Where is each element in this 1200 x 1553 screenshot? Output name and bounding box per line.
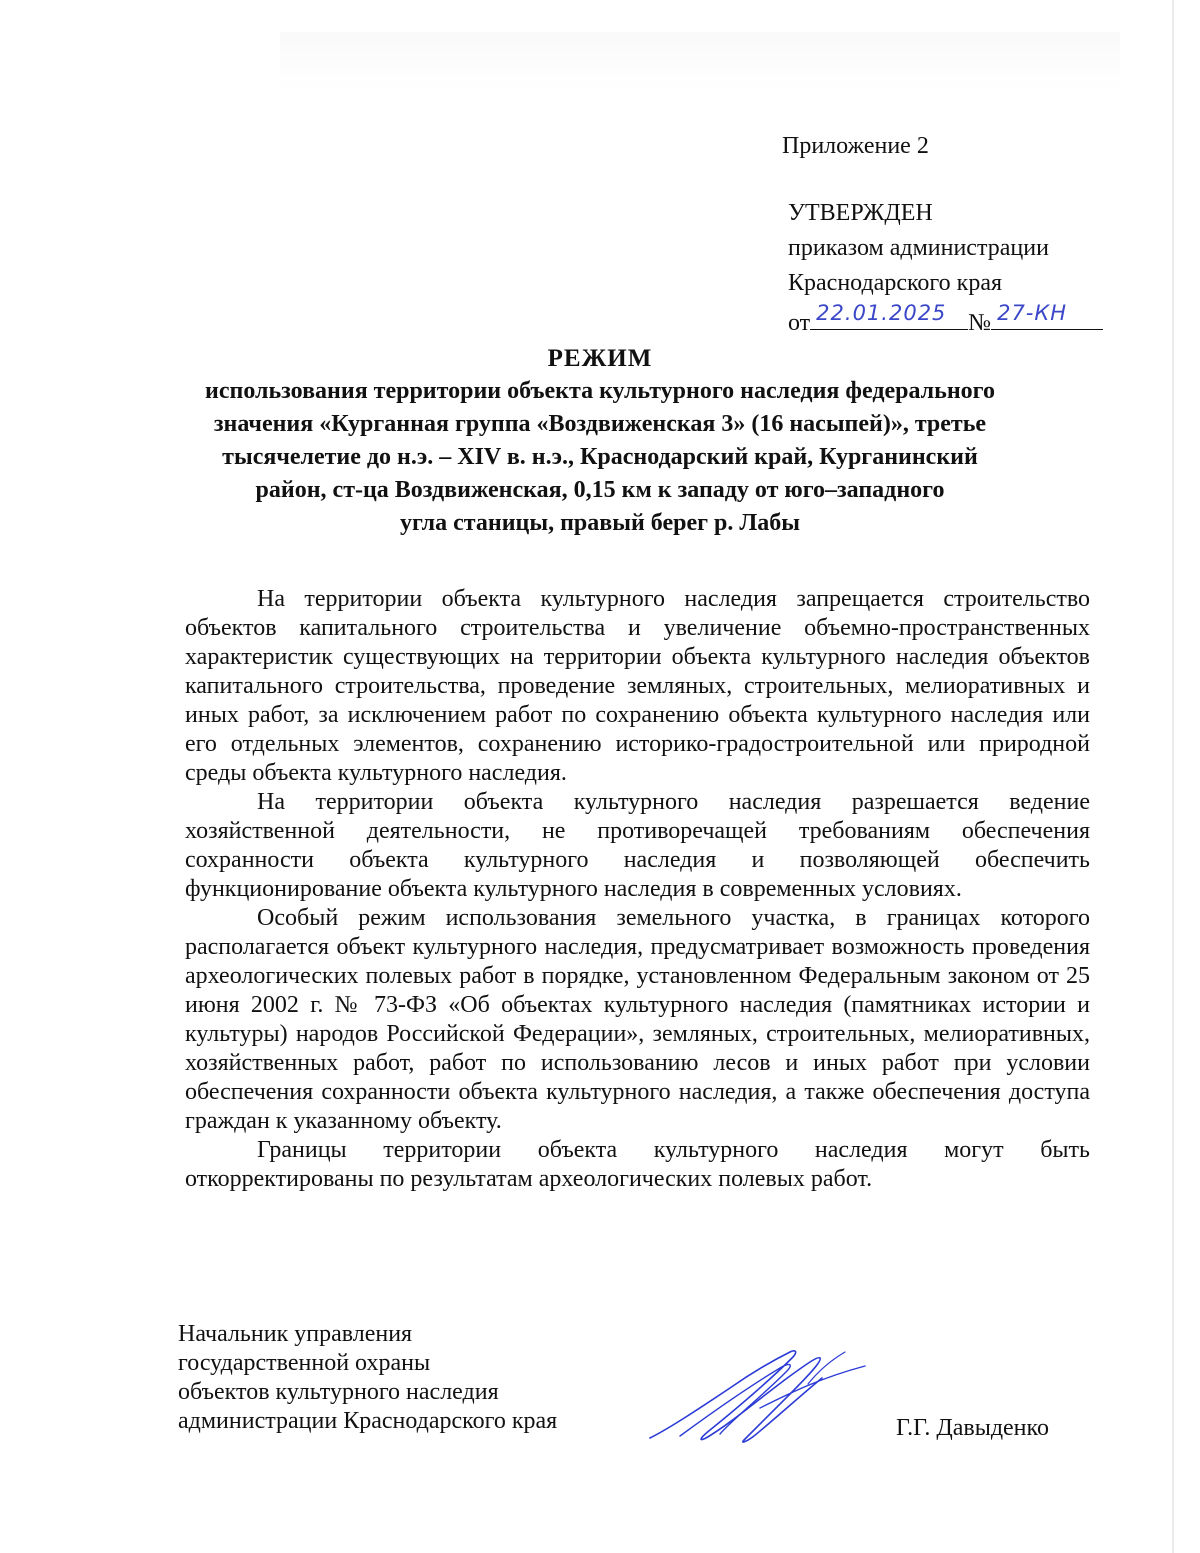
position-line: государственной охраны	[178, 1350, 431, 1376]
body-text	[185, 585, 1090, 1194]
body-paragraph: На территории объекта культурного наследия разрешается ведение хозяйственной деятельности, не противоречащей требованиям обеспечения сохранности объекта культурного наследия и позволяющей обеспечить функционирование объекта культурного наследия в современных условиях.	[185, 789, 1090, 902]
position-line: объектов культурного наследия	[178, 1379, 499, 1405]
title-line: тысячелетие до н.э. – XIV в. н.э., Краснодарский край, Курганинский	[222, 444, 978, 470]
title-line: значения «Курганная группа «Воздвиженская 3» (16 насыпей)», третье	[213, 411, 987, 437]
approval-line: приказом администрации	[788, 235, 1049, 261]
body-paragraph: Особый режим использования земельного участка, в границах которого располагается объект культурного наследия, предусматривает возможность проведения археологических полевых работ в порядке, установленном Федеральным законом от 25 июня 2002 г. № 73-ФЗ «Об объектах культурного наследия (памятниках истории и культуры) народов Российской Федерации», земляных, строительных, мелиоративных, хозяйственных работ, работ по использованию лесов и иных работ при условии обеспечения сохранности объекта культурного наследия, а также обеспечения доступа граждан к указанному объекту.	[185, 905, 1090, 1134]
approval-line: Краснодарского края	[788, 270, 1003, 296]
order-date-number-line	[788, 301, 1103, 341]
signer-name: Г.Г. Давыденко	[896, 1415, 1049, 1441]
scan-shadow	[280, 32, 1120, 92]
position-line: администрации Краснодарского края	[178, 1408, 558, 1434]
title-main: РЕЖИМ	[547, 345, 653, 372]
signatory-position	[178, 1320, 557, 1436]
title-line: использования территории объекта культурного наследия федерального	[205, 378, 995, 404]
date-prefix: от	[788, 310, 811, 336]
handwritten-signature	[640, 1338, 870, 1453]
approval-heading: УТВЕРЖДЕН	[788, 200, 933, 226]
scan-edge	[1172, 0, 1174, 1553]
title-line: угла станицы, правый берег р. Лабы	[399, 510, 800, 536]
number-prefix: №	[968, 310, 992, 336]
annex-label: Приложение 2	[782, 133, 929, 159]
date-field	[810, 301, 968, 330]
document-title	[160, 342, 1040, 540]
body-paragraph: На территории объекта культурного наследия запрещается строительство объектов капитального строительства и увеличение объемно-пространственных характеристик существующих на территории объекта культурного наследия объектов капитального строительства, проведение земляных, строительных, мелиоративных и иных работ, за исключением работ по сохранению объекта культурного наследия или его отдельных элементов, сохранению историко-градостроительной или природной среды объекта культурного наследия.	[185, 586, 1090, 786]
approval-stamp-block	[788, 196, 1103, 341]
position-line: Начальник управления	[178, 1321, 413, 1347]
title-line: район, ст-ца Воздвиженская, 0,15 км к западу от юго–западного	[255, 477, 945, 503]
handwritten-number: 27-КН	[997, 301, 1068, 325]
handwritten-date: 22.01.2025	[816, 301, 947, 325]
number-field	[991, 301, 1103, 330]
body-paragraph: Границы территории объекта культурного наследия могут быть откорректированы по результатам археологических полевых работ.	[185, 1137, 1090, 1192]
